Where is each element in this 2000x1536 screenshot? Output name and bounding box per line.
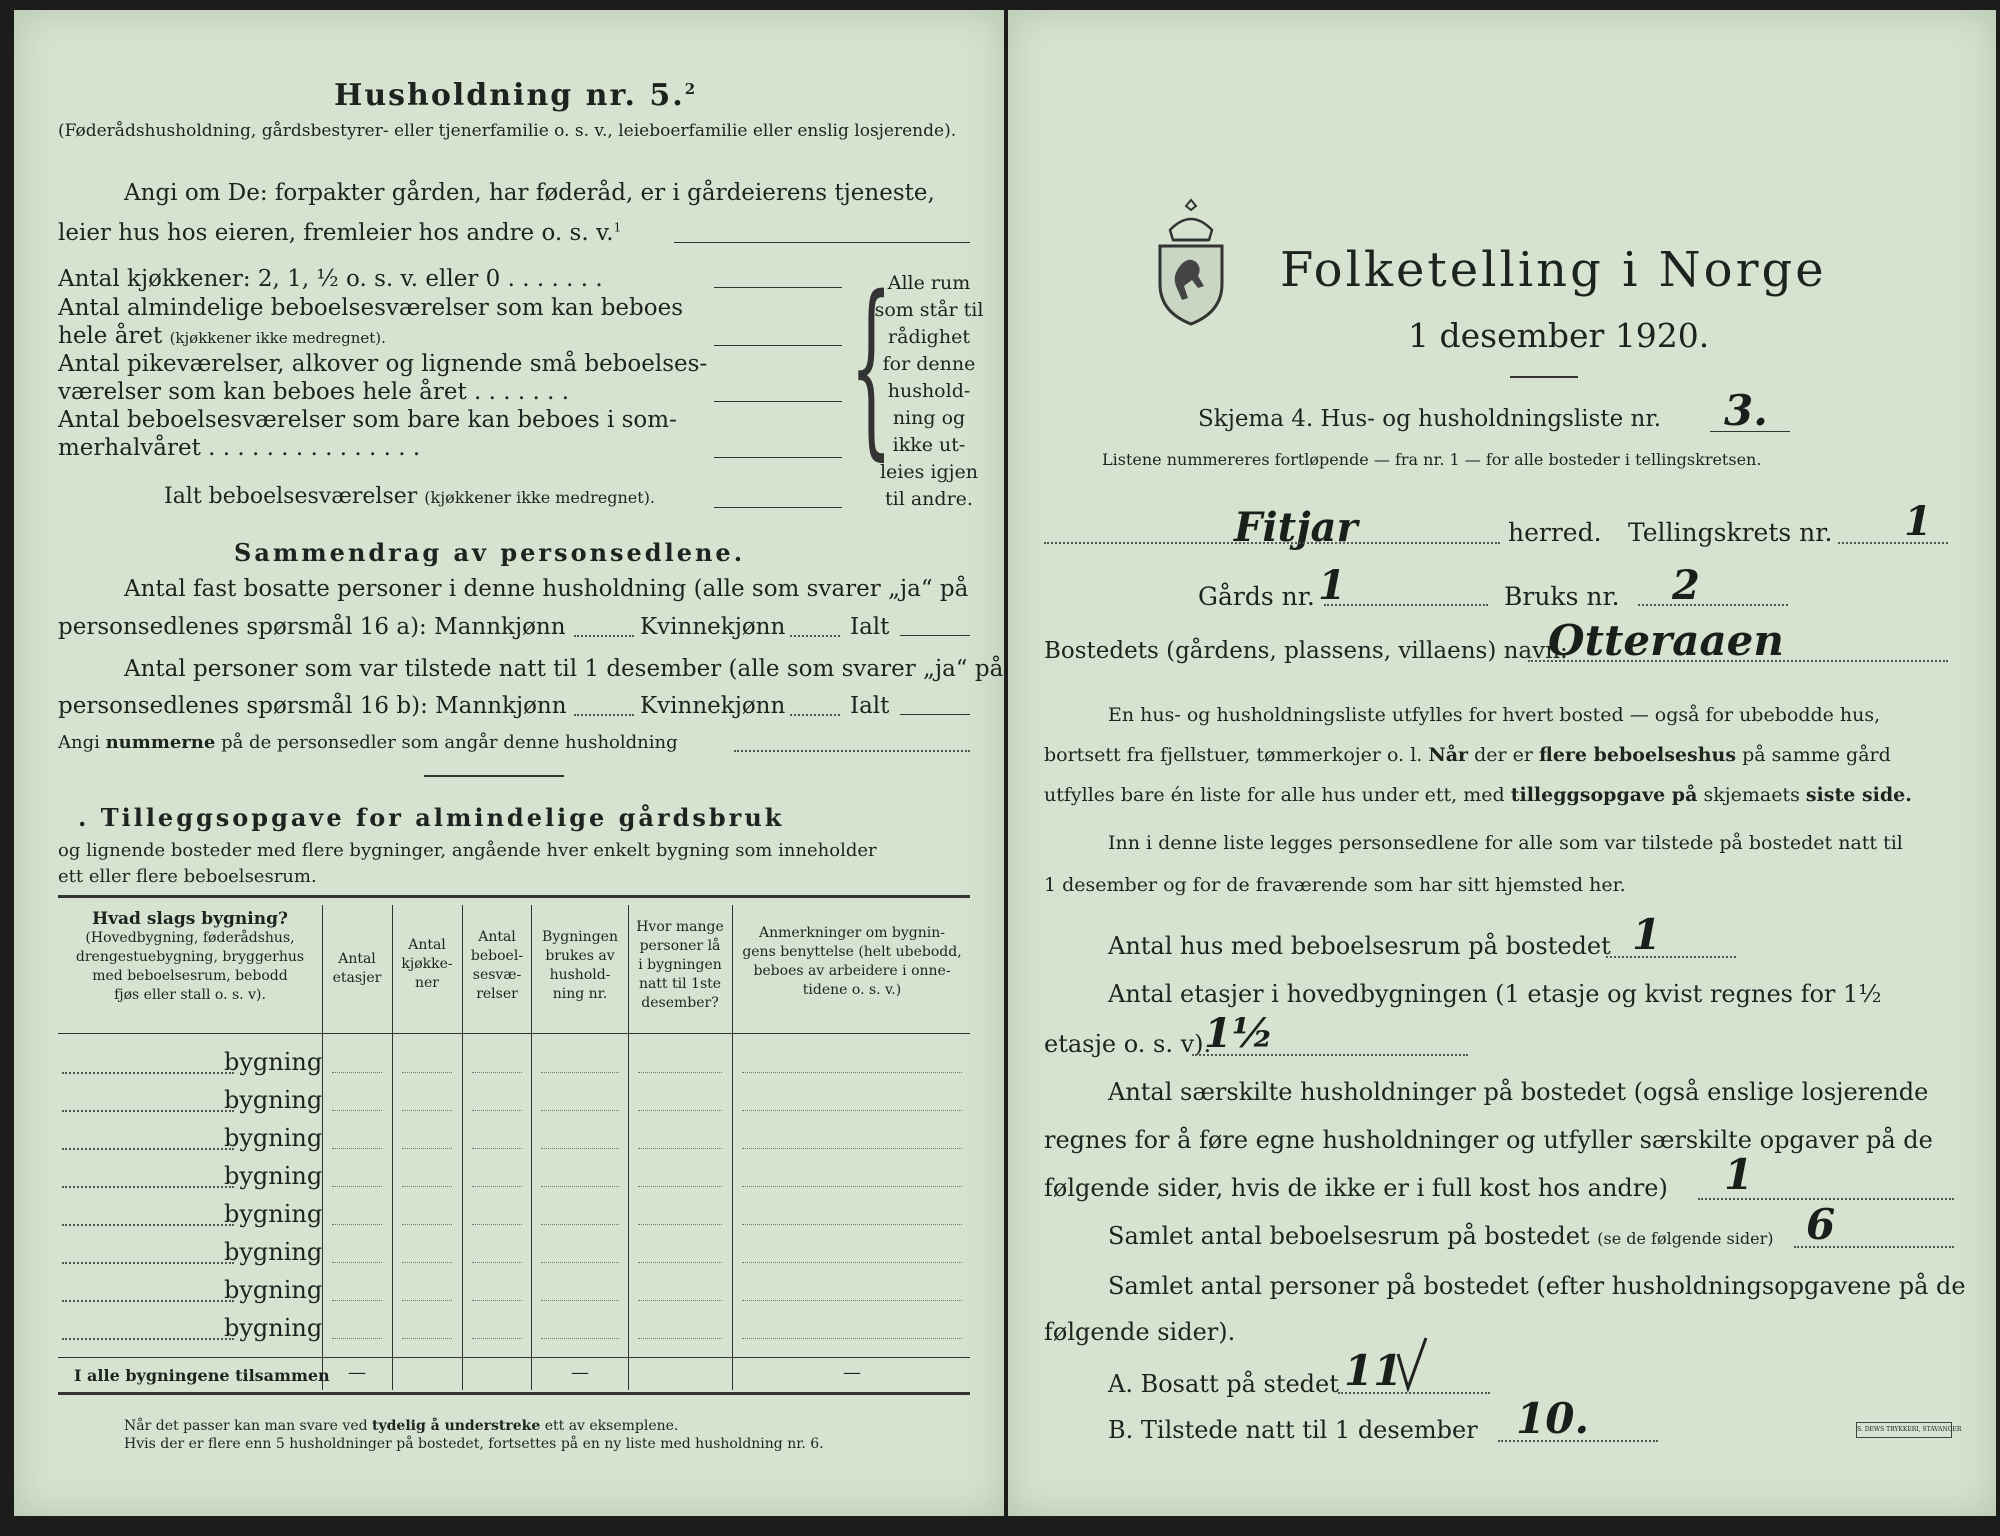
angi-line-1: Angi om De: forpakter gården, har føderåd, er i gårdeierens tjeneste, bbox=[124, 180, 935, 206]
table-cell bbox=[472, 1262, 522, 1263]
table-cell bbox=[472, 1148, 522, 1149]
table-cell bbox=[332, 1110, 382, 1111]
bruks-label: Bruks nr. bbox=[1504, 582, 1620, 611]
gards-value: 1 bbox=[1318, 562, 1346, 609]
coat-of-arms-icon bbox=[1154, 196, 1228, 328]
table-cell bbox=[402, 1110, 452, 1111]
col-sep bbox=[732, 905, 733, 1390]
herred-line bbox=[1044, 542, 1500, 544]
tilstede-ialt-line bbox=[900, 714, 970, 715]
row-fill-line bbox=[62, 1148, 234, 1150]
tilstede-mann-line bbox=[574, 714, 634, 716]
samlet-rum-line bbox=[1794, 1246, 1954, 1248]
para2-line-1: Inn i denne liste legges personsedlene for alle som var tilstede på bostedet natt til bbox=[1108, 832, 1903, 854]
separator bbox=[424, 775, 564, 777]
etasjer-value: 1½ bbox=[1204, 1010, 1274, 1057]
pike-line-1: Antal pikeværelser, alkover og lignende små beboelses- bbox=[58, 351, 708, 377]
bosted-line bbox=[1528, 660, 1948, 662]
header-personer: Hvor mange personer lå i bygningen natt til 1ste desember? bbox=[636, 919, 724, 1011]
angi-nummerne: Angi nummerne på de personsedler som angår denne husholdning bbox=[58, 732, 678, 753]
sommer-line-2: merhalvåret . . . . . . . . . . . . . . . bbox=[58, 435, 421, 461]
bosatt-value: 11 bbox=[1344, 1346, 1403, 1395]
hush-line-1: Antal særskilte husholdninger på bostedet (også enslige losjerende bbox=[1108, 1078, 1929, 1106]
table-cell bbox=[402, 1148, 452, 1149]
row-fill-line bbox=[62, 1300, 234, 1302]
table-row-label: bygning bbox=[224, 1048, 323, 1076]
tillegg-title: . Tilleggsopgave for almindelige gårdsbruk bbox=[78, 803, 785, 832]
table-cell bbox=[742, 1110, 962, 1111]
row-fill-line bbox=[62, 1072, 234, 1074]
table-row-label: bygning bbox=[224, 1124, 323, 1152]
pike-answer-line bbox=[714, 401, 842, 402]
etasjer-line bbox=[1192, 1054, 1468, 1056]
hus-label: Antal hus med beboelsesrum på bostedet bbox=[1108, 932, 1611, 960]
total-anmerkninger: — bbox=[843, 1362, 861, 1383]
table-row-label: bygning bbox=[224, 1238, 323, 1266]
kjokkener-answer-line bbox=[714, 287, 842, 288]
etasjer-line-2: etasje o. s. v). bbox=[1044, 1030, 1212, 1058]
brace-note: Alle rum som står til rådighet for denne hushold- ning og ikke ut- leies igjen til andre. bbox=[874, 272, 984, 510]
bruks-value: 2 bbox=[1672, 562, 1700, 609]
tilstede-kvinne-line bbox=[790, 714, 840, 716]
header-beboelsesvaerelser: Antal beboel- sesvæ- relser bbox=[470, 929, 524, 1002]
table-cell bbox=[742, 1072, 962, 1073]
table-cell bbox=[541, 1338, 619, 1339]
tilstede-ialt-label: Ialt bbox=[850, 693, 890, 719]
header-etasjer: Antal etasjer bbox=[332, 951, 382, 986]
title-rule bbox=[1510, 376, 1578, 378]
table-cell bbox=[541, 1224, 619, 1225]
hush-line-2: regnes for å føre egne husholdninger og utfyller særskilte opgaver på de bbox=[1044, 1126, 1933, 1154]
angi-line-2: leier hus hos eieren, fremleier hos andre o. s. v.$^1$ bbox=[58, 220, 622, 246]
table-bottom-rule bbox=[58, 1392, 970, 1395]
table-cell bbox=[638, 1148, 722, 1149]
table-cell bbox=[402, 1224, 452, 1225]
etasjer-line-1: Antal etasjer i hovedbygningen (1 etasje og kvist regnes for 1½ bbox=[1108, 980, 1882, 1008]
table-cell bbox=[332, 1300, 382, 1301]
table-cell bbox=[332, 1072, 382, 1073]
kjokkener-label: Antal kjøkkener: 2, 1, ½ o. s. v. eller 0 . . . . . . . bbox=[58, 266, 603, 292]
bruks-line bbox=[1638, 604, 1788, 606]
table-cell bbox=[742, 1186, 962, 1187]
tilstede-label: B. Tilstede natt til 1 desember bbox=[1108, 1416, 1478, 1444]
tilstede-line-1: Antal personer som var tilstede natt til 1 desember (alle som svarer „ja“ på bbox=[124, 656, 1004, 682]
brace-symbol: { bbox=[850, 256, 893, 477]
table-cell bbox=[541, 1186, 619, 1187]
samlet-pers-line-2: følgende sider). bbox=[1044, 1318, 1236, 1346]
bosted-value: Otteraaen bbox=[1548, 616, 1784, 665]
hush-value: 1 bbox=[1724, 1150, 1754, 1199]
fast-kvinne-line bbox=[790, 635, 840, 637]
left-page bbox=[14, 10, 1004, 1516]
col-sep bbox=[628, 905, 629, 1390]
header-building-type: Hvad slags bygning? (Hovedbygning, føderådshus, drengestuebygning, bryggerhus med beboelsesrum, bebodd fjøs eller stall o. s. v). bbox=[75, 909, 305, 1003]
para1-line-3: utfylles bare én liste for alle hus under ett, med tilleggsopgave på skjemaets siste side. bbox=[1044, 784, 1912, 806]
tellingskrets-line bbox=[1838, 542, 1948, 544]
table-cell bbox=[742, 1338, 962, 1339]
tilstede-line bbox=[1498, 1440, 1658, 1442]
table-total-rule bbox=[58, 1357, 970, 1358]
table-cell bbox=[332, 1186, 382, 1187]
checkmark-icon bbox=[1392, 1334, 1432, 1394]
table-cell bbox=[638, 1186, 722, 1187]
row-fill-line bbox=[62, 1186, 234, 1188]
footnote-1: Når det passer kan man svare ved tydelig å understreke ett av eksemplene. bbox=[124, 1418, 679, 1434]
table-cell bbox=[638, 1072, 722, 1073]
sommer-answer-line bbox=[714, 457, 842, 458]
listene-note: Listene nummereres fortløpende — fra nr. 1 — for alle bosteder i tellingskretsen. bbox=[1102, 450, 1762, 469]
fast-ialt-label: Ialt bbox=[850, 614, 890, 640]
herred-value: Fitjar bbox=[1234, 504, 1358, 551]
row-fill-line bbox=[62, 1224, 234, 1226]
col-sep bbox=[531, 905, 532, 1390]
tellingskrets-label: Tellingskrets nr. bbox=[1628, 518, 1833, 547]
table-cell bbox=[472, 1072, 522, 1073]
table-cell bbox=[541, 1110, 619, 1111]
total-etasjer: — bbox=[348, 1362, 366, 1383]
household-title: Husholdning nr. 5.$^2$ bbox=[334, 78, 698, 113]
table-cell bbox=[402, 1262, 452, 1263]
table-row-label: bygning bbox=[224, 1162, 323, 1190]
bosted-label: Bostedets (gårdens, plassens, villaens) navn: bbox=[1044, 638, 1568, 664]
table-cell bbox=[332, 1262, 382, 1263]
header-anmerkninger: Anmerkninger om bygnin- gens benyttelse (helt ubebodd, beboes av arbeidere i onne- tidene o. s. v.) bbox=[742, 925, 962, 998]
table-cell bbox=[638, 1262, 722, 1263]
total-husholdning: — bbox=[571, 1362, 589, 1383]
right-page bbox=[1008, 10, 1996, 1516]
angi-answer-line bbox=[674, 242, 970, 243]
table-cell bbox=[742, 1148, 962, 1149]
header-husholdning-nr: Bygningen brukes av hushold- ning nr. bbox=[542, 929, 618, 1002]
table-row-label: bygning bbox=[224, 1276, 323, 1304]
samlet-rum-value: 6 bbox=[1806, 1200, 1836, 1249]
row-fill-line bbox=[62, 1338, 234, 1340]
para2-line-2: 1 desember og for de fraværende som har sitt hjemsted her. bbox=[1044, 874, 1626, 896]
skjema-line bbox=[1710, 431, 1790, 432]
samlet-rum-label: Samlet antal beboelsesrum på bostedet (se de følgende sider) bbox=[1108, 1222, 1774, 1250]
herred-label: herred. bbox=[1508, 518, 1602, 547]
table-cell bbox=[332, 1148, 382, 1149]
tilstede-value: 10. bbox=[1516, 1394, 1590, 1443]
alm-line-2: hele året (kjøkkener ikke medregnet). bbox=[58, 323, 386, 349]
gards-label: Gårds nr. bbox=[1198, 582, 1315, 611]
skjema-label: Skjema 4. Hus- og husholdningsliste nr. bbox=[1198, 406, 1662, 432]
para1-line-1: En hus- og husholdningsliste utfylles for hvert bosted — også for ubebodde hus, bbox=[1108, 704, 1881, 726]
ialt-answer-line bbox=[714, 507, 842, 508]
footnote-2: Hvis der er flere enn 5 husholdninger på bostedet, fortsettes på en ny liste med husholdning nr. 6. bbox=[124, 1436, 824, 1452]
sammendrag-title: Sammendrag av personsedlene. bbox=[234, 538, 746, 567]
table-cell bbox=[638, 1338, 722, 1339]
tellingskrets-value: 1 bbox=[1904, 498, 1932, 545]
table-cell bbox=[541, 1148, 619, 1149]
printer-stamp: S. DEWS TRYKKERI, STAVANGER bbox=[1856, 1422, 1952, 1438]
row-fill-line bbox=[62, 1262, 234, 1264]
table-cell bbox=[332, 1224, 382, 1225]
total-row-label: I alle bygningene tilsammen bbox=[74, 1366, 330, 1385]
col-sep bbox=[392, 905, 393, 1390]
tillegg-sub-1: og lignende bosteder med flere bygninger, angående hver enkelt bygning som inneholder bbox=[58, 840, 877, 861]
fast-ialt-line bbox=[900, 635, 970, 636]
hus-value: 1 bbox=[1632, 910, 1662, 959]
ialt-label: Ialt beboelsesværelser (kjøkkener ikke medregnet). bbox=[164, 484, 656, 509]
row-fill-line bbox=[62, 1110, 234, 1112]
pike-line-2: værelser som kan beboes hele året . . . . . . . bbox=[58, 379, 570, 405]
fast-kvinne-label: Kvinnekjønn bbox=[640, 614, 786, 640]
table-cell bbox=[541, 1072, 619, 1073]
table-cell bbox=[472, 1338, 522, 1339]
gards-line bbox=[1324, 604, 1488, 606]
table-cell bbox=[472, 1300, 522, 1301]
table-cell bbox=[541, 1262, 619, 1263]
table-cell bbox=[402, 1338, 452, 1339]
table-cell bbox=[742, 1300, 962, 1301]
table-header-rule bbox=[58, 1033, 970, 1034]
fast-line-1: Antal fast bosatte personer i denne husholdning (alle som svarer „ja“ på bbox=[124, 576, 969, 602]
fast-mann-line bbox=[574, 635, 634, 637]
col-sep bbox=[462, 905, 463, 1390]
hus-line bbox=[1606, 956, 1736, 958]
tilstede-line-2: personsedlenes spørsmål 16 b): Mannkjønn bbox=[58, 693, 567, 719]
hush-line-3: følgende sider, hvis de ikke er i full kost hos andre) bbox=[1044, 1174, 1668, 1202]
bosatt-label: A. Bosatt på stedet bbox=[1108, 1370, 1339, 1398]
table-cell bbox=[472, 1110, 522, 1111]
bosatt-line bbox=[1338, 1392, 1490, 1394]
nummerne-line bbox=[734, 750, 970, 752]
table-row-label: bygning bbox=[224, 1086, 323, 1114]
table-cell bbox=[742, 1224, 962, 1225]
table-cell bbox=[742, 1262, 962, 1263]
main-title: Folketelling i Norge bbox=[1280, 242, 1827, 298]
table-cell bbox=[332, 1338, 382, 1339]
table-cell bbox=[541, 1300, 619, 1301]
fast-line-2: personsedlenes spørsmål 16 a): Mannkjønn bbox=[58, 614, 566, 640]
skjema-number: 3. bbox=[1724, 386, 1768, 435]
table-top-rule bbox=[58, 895, 970, 898]
tillegg-sub-2: ett eller flere beboelsesrum. bbox=[58, 866, 317, 887]
table-cell bbox=[638, 1224, 722, 1225]
table-cell bbox=[638, 1300, 722, 1301]
para1-line-2: bortsett fra fjellstuer, tømmerkojer o. l. Når der er flere beboelseshus på samme gård bbox=[1044, 744, 1891, 766]
table-cell bbox=[472, 1186, 522, 1187]
table-row-label: bygning bbox=[224, 1314, 323, 1342]
table-cell bbox=[402, 1186, 452, 1187]
household-note: (Føderådshusholdning, gårdsbestyrer- eller tjenerfamilie o. s. v., leieboerfamilie eller enslig losjerende). bbox=[58, 121, 957, 141]
tilstede-kvinne-label: Kvinnekjønn bbox=[640, 693, 786, 719]
alm-line-1: Antal almindelige beboelsesværelser som kan beboes bbox=[58, 295, 684, 321]
sommer-line-1: Antal beboelsesværelser som bare kan beboes i som- bbox=[58, 407, 677, 433]
census-date: 1 desember 1920. bbox=[1408, 316, 1710, 355]
samlet-pers-line-1: Samlet antal personer på bostedet (efter husholdningsopgavene på de bbox=[1108, 1272, 1966, 1300]
table-cell bbox=[638, 1110, 722, 1111]
table-cell bbox=[472, 1224, 522, 1225]
table-cell bbox=[402, 1300, 452, 1301]
table-cell bbox=[402, 1072, 452, 1073]
alm-answer-line bbox=[714, 345, 842, 346]
table-row-label: bygning bbox=[224, 1200, 323, 1228]
header-kjokkener: Antal kjøkke- ner bbox=[401, 937, 453, 991]
